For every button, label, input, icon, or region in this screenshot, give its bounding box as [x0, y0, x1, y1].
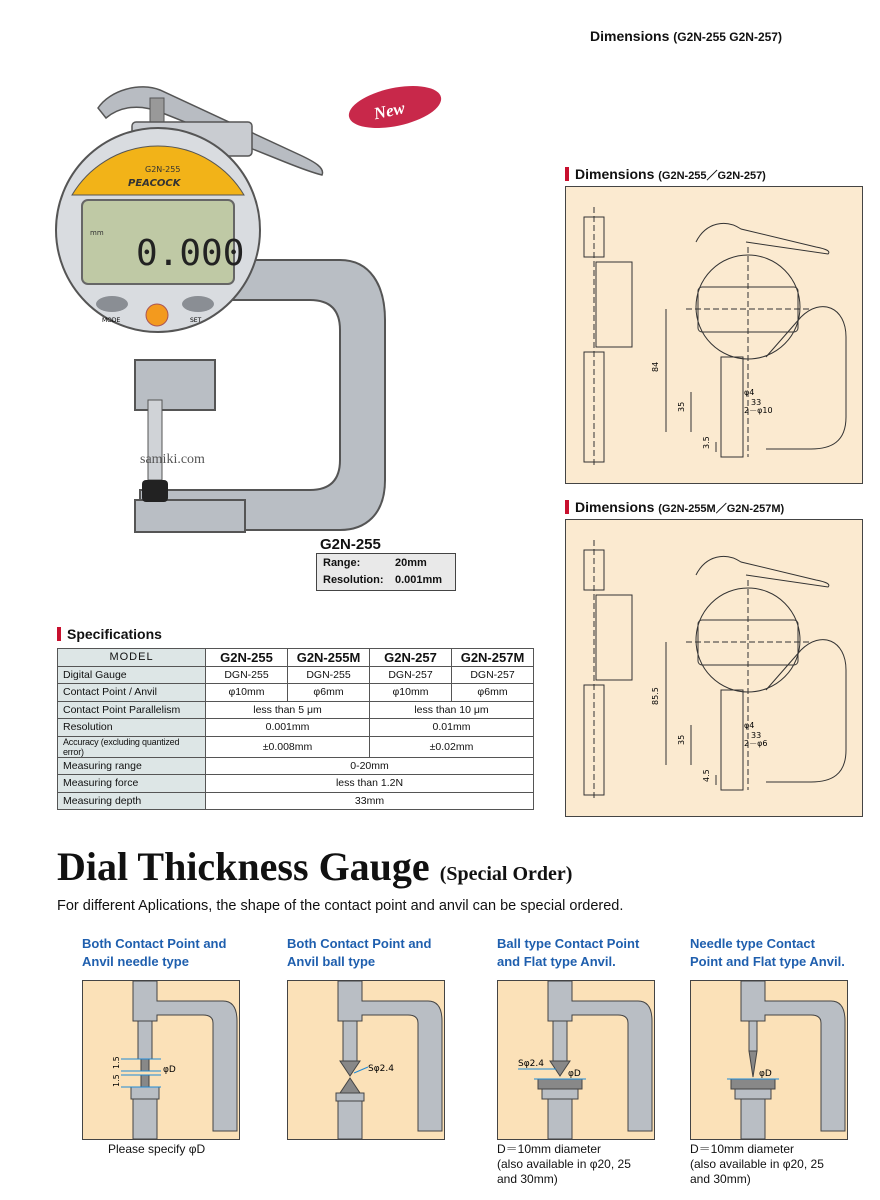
cell: φ10mm: [370, 684, 452, 702]
dimension-svg-1: [566, 187, 862, 483]
row-label: Measuring range: [58, 757, 206, 775]
display-value: 0.000: [136, 233, 245, 274]
caption-line: D＝10mm diameter: [497, 1142, 602, 1156]
dimension-svg-2: [566, 520, 862, 816]
dim-label: 2－φ6: [744, 739, 768, 748]
dims-models-2: (G2N-255M／G2N-257M): [658, 503, 785, 515]
caption-line: and 30mm): [690, 1172, 751, 1186]
variant-svg-1: [83, 981, 239, 1139]
caption-line: D＝10mm diameter: [690, 1142, 795, 1156]
range-row: [317, 554, 455, 571]
new-badge: [345, 85, 445, 129]
mode-label: MODE: [102, 317, 121, 324]
variant-diagram-4: [690, 980, 848, 1140]
cell: φ10mm: [206, 684, 288, 702]
page-title: [57, 843, 572, 890]
dims-title-2: [565, 499, 784, 516]
power-button[interactable]: [146, 304, 168, 326]
row-label: Digital Gauge: [58, 666, 206, 684]
row-label: Measuring depth: [58, 792, 206, 810]
page-title-text: Dial Thickness Gauge: [57, 844, 430, 889]
cell: less than 5 μm: [206, 701, 370, 719]
variant-title-line: Ball type Contact Point: [497, 936, 640, 951]
row-label: Measuring force: [58, 775, 206, 793]
cell: 0.01mm: [370, 719, 534, 737]
variant-title-line: Both Contact Point and: [82, 936, 227, 951]
variant-label: Sφ2.4: [368, 1064, 394, 1074]
variant-caption-4: [690, 1142, 824, 1187]
variant-diagram-1: [82, 980, 240, 1140]
cell: DGN-257: [370, 666, 452, 684]
unit-text: mm: [90, 229, 104, 237]
table-row: [58, 757, 534, 775]
dimension-drawing-1: [565, 186, 863, 484]
model-header: MODEL: [58, 649, 206, 667]
variant-label: 1.5: [112, 1056, 121, 1069]
caption-line: (also available in φ20, 25: [690, 1157, 824, 1171]
variant-title-line: Anvil ball type: [287, 954, 376, 969]
cell: less than 1.2N: [206, 775, 534, 793]
caption-line: (also available in φ20, 25: [497, 1157, 631, 1171]
mode-button[interactable]: [96, 296, 128, 312]
range-info-box: [316, 553, 456, 591]
table-row: [58, 792, 534, 810]
model-col-1: G2N-255: [206, 649, 288, 667]
variant-label: φD: [568, 1069, 581, 1079]
cell: ±0.02mm: [370, 736, 534, 757]
cell: DGN-257: [452, 666, 534, 684]
variant-title-line: Anvil needle type: [82, 954, 189, 969]
dim-label: 4.5: [702, 769, 711, 782]
new-badge-text: New: [372, 98, 407, 124]
cell: 33mm: [206, 792, 534, 810]
table-row: [58, 684, 534, 702]
red-bar-icon: [565, 167, 569, 181]
spec-title-text: Specifications: [67, 626, 162, 642]
cell: 0-20mm: [206, 757, 534, 775]
table-row: [58, 649, 534, 667]
variant-title-3: [497, 935, 639, 971]
row-label: Resolution: [58, 719, 206, 737]
header-title: Dimensions: [590, 28, 670, 44]
variant-title-line: Both Contact Point and: [287, 936, 432, 951]
page-subtitle: For different Aplications, the shape of the contact point and anvil can be special ordered.: [57, 898, 624, 914]
variant-label: 1.5: [112, 1074, 121, 1087]
red-bar-icon: [57, 627, 61, 641]
watermark: samiki.com: [140, 452, 205, 467]
cell: φ6mm: [288, 684, 370, 702]
dim-label: 2－φ10: [744, 406, 773, 415]
dim-label: φ4: [744, 388, 755, 397]
dim-label: 3.5: [702, 436, 711, 449]
variant-caption-3: [497, 1142, 631, 1187]
dim-label: φ4: [744, 721, 755, 730]
page-title-suffix: (Special Order): [439, 863, 573, 885]
dims-title-2-text: Dimensions: [575, 499, 655, 515]
dim-label: 84: [651, 361, 660, 372]
variant-diagram-3: [497, 980, 655, 1140]
variant-title-1: [82, 935, 226, 971]
spec-table: [57, 648, 534, 810]
set-label: SET: [190, 317, 202, 324]
range-key: Range:: [323, 556, 361, 569]
variant-title-line: Point and Flat type Anvil.: [690, 954, 845, 969]
range-value: 20mm: [395, 556, 427, 569]
resolution-key: Resolution:: [323, 573, 384, 586]
product-illustration: [40, 60, 460, 550]
header-models: (G2N-255 G2N-257): [673, 30, 782, 44]
cell: 0.001mm: [206, 719, 370, 737]
model-col-2: G2N-255M: [288, 649, 370, 667]
red-bar-icon: [565, 500, 569, 514]
resolution-row: [317, 571, 455, 588]
table-row: [58, 719, 534, 737]
variant-title-line: Needle type Contact: [690, 936, 815, 951]
brand-text: PEACOCK: [128, 178, 181, 189]
model-label: G2N-255: [320, 536, 381, 553]
cell: DGN-255: [288, 666, 370, 684]
dim-label: 85.5: [651, 687, 660, 705]
table-row: [58, 701, 534, 719]
variant-title-4: [690, 935, 845, 971]
dim-label: 33: [751, 398, 762, 407]
dial-model-text: G2N-255: [145, 165, 181, 174]
dims-title-1-text: Dimensions: [575, 166, 655, 182]
variant-svg-4: [691, 981, 847, 1139]
model-col-4: G2N-257M: [452, 649, 534, 667]
variant-svg-3: [498, 981, 654, 1139]
cell: ±0.008mm: [206, 736, 370, 757]
dims-title-1: [565, 166, 766, 183]
table-row: [58, 736, 534, 757]
set-button[interactable]: [182, 296, 214, 312]
model-col-3: G2N-257: [370, 649, 452, 667]
variant-caption-1: Please specify φD: [108, 1142, 206, 1156]
table-row: [58, 666, 534, 684]
variant-svg-2: [288, 981, 444, 1139]
variant-title-line: and Flat type Anvil.: [497, 954, 616, 969]
page-header: [590, 28, 782, 44]
variant-label: φD: [759, 1069, 772, 1079]
resolution-value: 0.001mm: [395, 573, 443, 586]
cell: less than 10 μm: [370, 701, 534, 719]
cell: DGN-255: [206, 666, 288, 684]
row-label: Contact Point Parallelism: [58, 701, 206, 719]
caption-line: and 30mm): [497, 1172, 558, 1186]
variant-title-2: [287, 935, 431, 971]
table-row: [58, 775, 534, 793]
dimension-drawing-2: [565, 519, 863, 817]
variant-label: φD: [163, 1065, 176, 1075]
cell: φ6mm: [452, 684, 534, 702]
variant-label: Sφ2.4: [518, 1059, 544, 1069]
spec-title: [57, 626, 162, 642]
row-label: Contact Point / Anvil: [58, 684, 206, 702]
dim-label: 35: [677, 401, 686, 412]
dim-label: 35: [677, 734, 686, 745]
row-label: Accuracy (excluding quantized error): [58, 736, 206, 757]
variant-diagram-2: [287, 980, 445, 1140]
dim-label: 33: [751, 731, 762, 740]
dims-models-1: (G2N-255／G2N-257): [658, 170, 766, 182]
